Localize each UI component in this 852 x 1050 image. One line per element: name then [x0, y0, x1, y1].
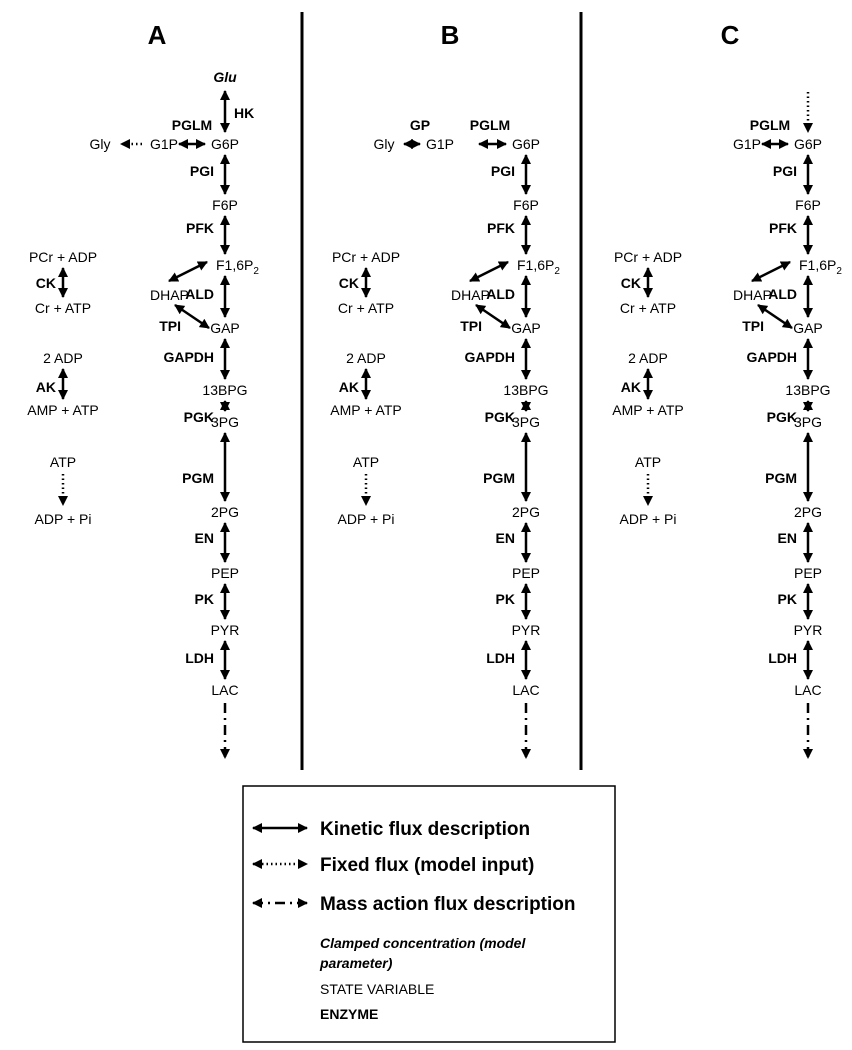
- metabolite-adp-pi: ADP + Pi: [337, 511, 395, 527]
- enzyme-ald: ALD: [185, 286, 214, 302]
- metabolite-gap: GAP: [210, 320, 240, 336]
- metabolite-lac: LAC: [794, 682, 822, 698]
- metabolite-pep: PEP: [210, 565, 240, 581]
- metabolite-glycogen: Gly: [89, 136, 111, 152]
- enzyme-pk: PK: [777, 591, 797, 607]
- enzyme-pgm: PGM: [483, 470, 515, 486]
- metabolite-atp: ATP: [49, 454, 77, 470]
- enzyme-en: EN: [194, 530, 214, 546]
- metabolite-f16p2: $F1,6P_2$: [517, 257, 560, 277]
- metabolite-lac: LAC: [512, 682, 540, 698]
- enzyme-pgi: PGI: [490, 163, 515, 179]
- metabolite-atp: ATP: [634, 454, 662, 470]
- metabolite-cr-atp: Cr + ATP: [34, 300, 92, 316]
- enzyme-hk: HK: [234, 105, 255, 121]
- metabolite-f16p2: $F1,6P_2$: [216, 257, 259, 277]
- metabolite-adp-pi: ADP + Pi: [34, 511, 92, 527]
- metabolite-atp: ATP: [352, 454, 380, 470]
- enzyme-ck: CK: [620, 275, 641, 291]
- metabolite-pyr: PYR: [793, 622, 823, 638]
- metabolite-f6p: F6P: [212, 197, 238, 213]
- enzyme-en: EN: [495, 530, 515, 546]
- enzyme-ak: AK: [338, 379, 359, 395]
- enzyme-ldh: LDH: [486, 650, 515, 666]
- legend-fixed: Fixed flux (model input): [320, 855, 535, 876]
- enzyme-pglm: PGLM: [749, 117, 791, 133]
- enzyme-pgk: PGK: [766, 409, 797, 425]
- legend-clamped-line1: Clamped concentration (model: [320, 935, 526, 951]
- enzyme-pglm: PGLM: [171, 117, 213, 133]
- enzyme-pfk: PFK: [186, 220, 214, 236]
- metabolite-13bpg: 13BPG: [503, 382, 549, 398]
- panel-label: C: [720, 20, 740, 50]
- enzyme-gp: GP: [409, 117, 431, 133]
- metabolite-g6p: G6P: [210, 136, 240, 152]
- enzyme-pk: PK: [194, 591, 214, 607]
- legend-enzyme: ENZYME: [320, 1006, 379, 1022]
- metabolite-pep: PEP: [511, 565, 541, 581]
- metabolite-2adp: 2 ADP: [43, 350, 83, 366]
- metabolite-2pg: 2PG: [511, 504, 541, 520]
- enzyme-pgk: PGK: [183, 409, 214, 425]
- enzyme-pgm: PGM: [182, 470, 214, 486]
- enzyme-ck: CK: [338, 275, 359, 291]
- kinetic-arrow: [169, 262, 207, 281]
- legend-kinetic: Kinetic flux description: [320, 819, 531, 840]
- metabolite-amp-atp: AMP + ATP: [27, 402, 99, 418]
- metabolite-g6p: G6P: [793, 136, 823, 152]
- metabolite-13bpg: 13BPG: [202, 382, 248, 398]
- metabolite-pcr-adp: PCr + ADP: [331, 249, 401, 265]
- metabolite-2pg: 2PG: [210, 504, 240, 520]
- enzyme-pk: PK: [495, 591, 515, 607]
- metabolite-f16p2: $F1,6P_2$: [799, 257, 842, 277]
- metabolite-lac: LAC: [211, 682, 239, 698]
- metabolite-2adp: 2 ADP: [628, 350, 668, 366]
- enzyme-pfk: PFK: [487, 220, 515, 236]
- enzyme-tpi: TPI: [460, 318, 482, 334]
- enzyme-ak: AK: [620, 379, 641, 395]
- enzyme-pgi: PGI: [772, 163, 797, 179]
- enzyme-ldh: LDH: [185, 650, 214, 666]
- metabolite-pyr: PYR: [511, 622, 541, 638]
- panel-label: A: [147, 20, 167, 50]
- metabolite-g1p: G1P: [732, 136, 762, 152]
- enzyme-pgm: PGM: [765, 470, 797, 486]
- metabolite-cr-atp: Cr + ATP: [337, 300, 395, 316]
- enzyme-ald: ALD: [486, 286, 515, 302]
- enzyme-tpi: TPI: [159, 318, 181, 334]
- metabolite-dhap: DHAP: [451, 287, 490, 303]
- legend-state-variable: STATE VARIABLE: [320, 981, 435, 997]
- metabolite-dhap: DHAP: [733, 287, 772, 303]
- metabolite-gap: GAP: [793, 320, 823, 336]
- metabolite-2pg: 2PG: [793, 504, 823, 520]
- enzyme-ldh: LDH: [768, 650, 797, 666]
- enzyme-gapdh: GAPDH: [464, 349, 515, 365]
- enzyme-pfk: PFK: [769, 220, 797, 236]
- enzyme-en: EN: [777, 530, 797, 546]
- metabolite-amp-atp: AMP + ATP: [612, 402, 684, 418]
- metabolite-g1p: G1P: [425, 136, 455, 152]
- enzyme-gapdh: GAPDH: [163, 349, 214, 365]
- metabolite-adp-pi: ADP + Pi: [619, 511, 677, 527]
- metabolite-pep: PEP: [793, 565, 823, 581]
- metabolite-gap: GAP: [511, 320, 541, 336]
- metabolite-g1p: G1P: [149, 136, 179, 152]
- metabolite-amp-atp: AMP + ATP: [330, 402, 402, 418]
- enzyme-pgk: PGK: [484, 409, 515, 425]
- metabolite-13bpg: 13BPG: [785, 382, 831, 398]
- enzyme-ck: CK: [35, 275, 56, 291]
- metabolite-cr-atp: Cr + ATP: [619, 300, 677, 316]
- metabolite-3pg: 3PG: [210, 414, 240, 430]
- metabolite-pcr-adp: PCr + ADP: [613, 249, 683, 265]
- metabolite-dhap: DHAP: [150, 287, 189, 303]
- metabolite-f6p: F6P: [795, 197, 821, 213]
- enzyme-ak: AK: [35, 379, 56, 395]
- metabolite-3pg: 3PG: [511, 414, 541, 430]
- enzyme-gapdh: GAPDH: [746, 349, 797, 365]
- panel-label: B: [440, 20, 460, 50]
- metabolite-pyr: PYR: [210, 622, 240, 638]
- enzyme-tpi: TPI: [742, 318, 764, 334]
- enzyme-pgi: PGI: [189, 163, 214, 179]
- kinetic-arrow: [752, 262, 790, 281]
- enzyme-pglm: PGLM: [469, 117, 511, 133]
- metabolite-pcr-adp: PCr + ADP: [28, 249, 98, 265]
- legend-mass-action: Mass action flux description: [320, 894, 576, 915]
- metabolite-2adp: 2 ADP: [346, 350, 386, 366]
- metabolite-glycogen-label: Gly: [373, 136, 395, 152]
- metabolite-g6p: G6P: [511, 136, 541, 152]
- metabolite-f6p: F6P: [513, 197, 539, 213]
- enzyme-ald: ALD: [768, 286, 797, 302]
- metabolite-3pg: 3PG: [793, 414, 823, 430]
- metabolite-glucose: Glu: [213, 69, 237, 85]
- legend-clamped-line2: parameter): [320, 955, 393, 971]
- kinetic-arrow: [470, 262, 508, 281]
- legend: [243, 786, 615, 1042]
